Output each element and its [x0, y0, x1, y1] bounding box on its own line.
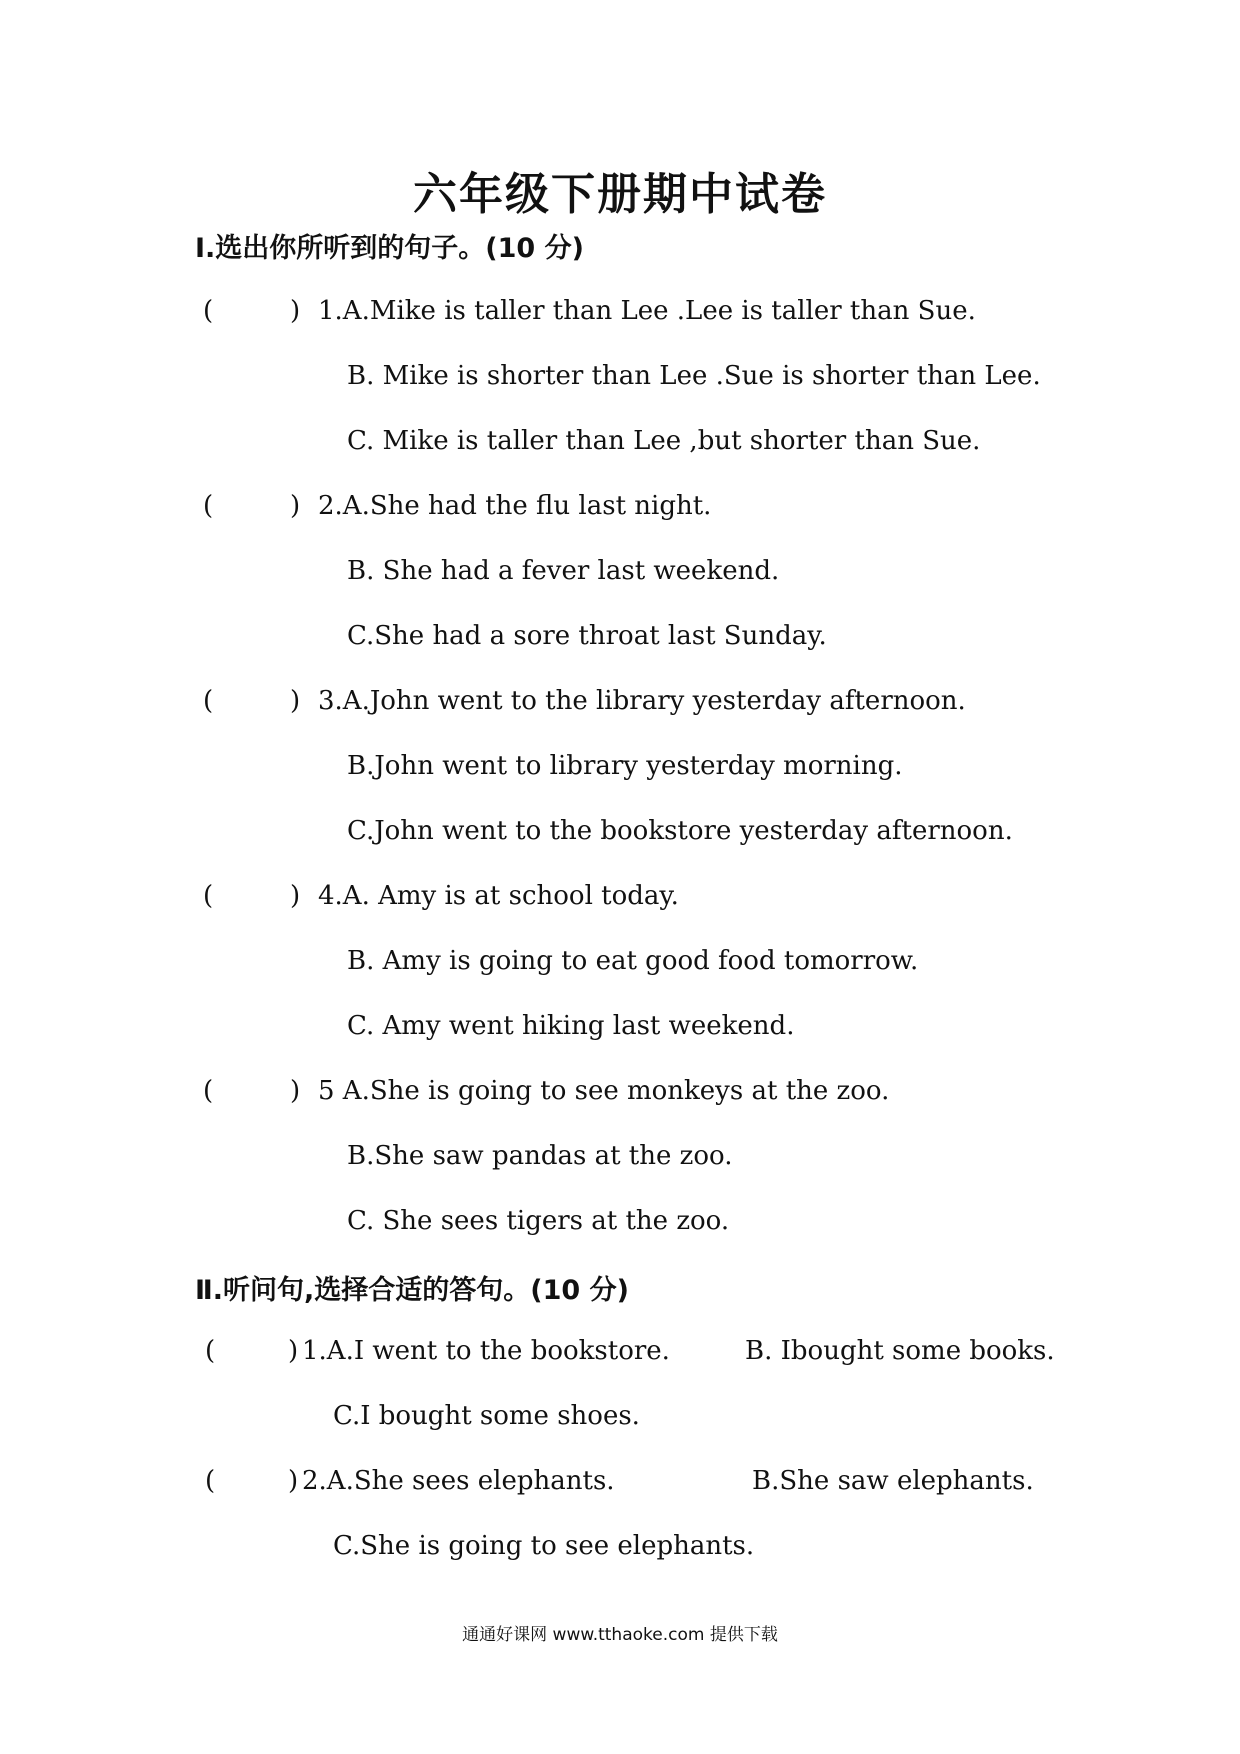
option-b: B.She saw elephants.: [752, 1466, 1034, 1496]
option-c: C. Amy went hiking last weekend.: [347, 1011, 795, 1041]
section-1-heading: Ⅰ.选出你所听到的句子。(10 分): [195, 233, 584, 264]
answer-paren-open: (: [203, 881, 214, 911]
option-b: B. She had a fever last weekend.: [347, 556, 780, 586]
answer-paren-open: (: [203, 491, 214, 521]
page-title: 六年级下册期中试卷: [413, 169, 827, 220]
option-b: B. Mike is shorter than Lee .Sue is shorter than Lee.: [347, 361, 1041, 391]
option-c: C.She is going to see elephants.: [333, 1531, 755, 1561]
answer-paren-close: ): [290, 686, 301, 716]
answer-paren-open: (: [205, 1466, 216, 1496]
option-a: 1.A.Mike is taller than Lee .Lee is taller than Sue.: [318, 296, 976, 326]
answer-paren-open: (: [203, 686, 214, 716]
option-a: 3.A.John went to the library yesterday afternoon.: [318, 686, 966, 716]
answer-paren-open: (: [205, 1336, 216, 1366]
option-c: C. Mike is taller than Lee ,but shorter than Sue.: [347, 426, 981, 456]
option-c: C.I bought some shoes.: [333, 1401, 640, 1431]
option-a: 1.A.I went to the bookstore.: [302, 1336, 670, 1366]
answer-paren-open: (: [203, 296, 214, 326]
footer-source-text: 通通好课网 www.tthaoke.com 提供下载: [462, 1625, 778, 1645]
answer-paren-open: (: [203, 1076, 214, 1106]
answer-paren-close: ): [290, 296, 301, 326]
option-b: B. Amy is going to eat good food tomorrow.: [347, 946, 919, 976]
answer-paren-close: ): [290, 1076, 301, 1106]
answer-paren-close: ): [290, 881, 301, 911]
option-c: C. She sees tigers at the zoo.: [347, 1206, 730, 1236]
answer-paren-close: ): [290, 491, 301, 521]
option-a: 4.A. Amy is at school today.: [318, 881, 679, 911]
option-b: B.She saw pandas at the zoo.: [347, 1141, 733, 1171]
answer-paren-close: ): [288, 1336, 299, 1366]
option-c: C.John went to the bookstore yesterday afternoon.: [347, 816, 1013, 846]
option-a: 2.A.She had the flu last night.: [318, 491, 712, 521]
answer-paren-close: ): [288, 1466, 299, 1496]
option-b: B. Ibought some books.: [745, 1336, 1055, 1366]
section-2-heading: Ⅱ.听问句,选择合适的答句。(10 分): [195, 1275, 629, 1306]
option-b: B.John went to library yesterday morning.: [347, 751, 903, 781]
option-a: 5 A.She is going to see monkeys at the zoo.: [318, 1076, 890, 1106]
option-a: 2.A.She sees elephants.: [302, 1466, 615, 1496]
option-c: C.She had a sore throat last Sunday.: [347, 621, 827, 651]
